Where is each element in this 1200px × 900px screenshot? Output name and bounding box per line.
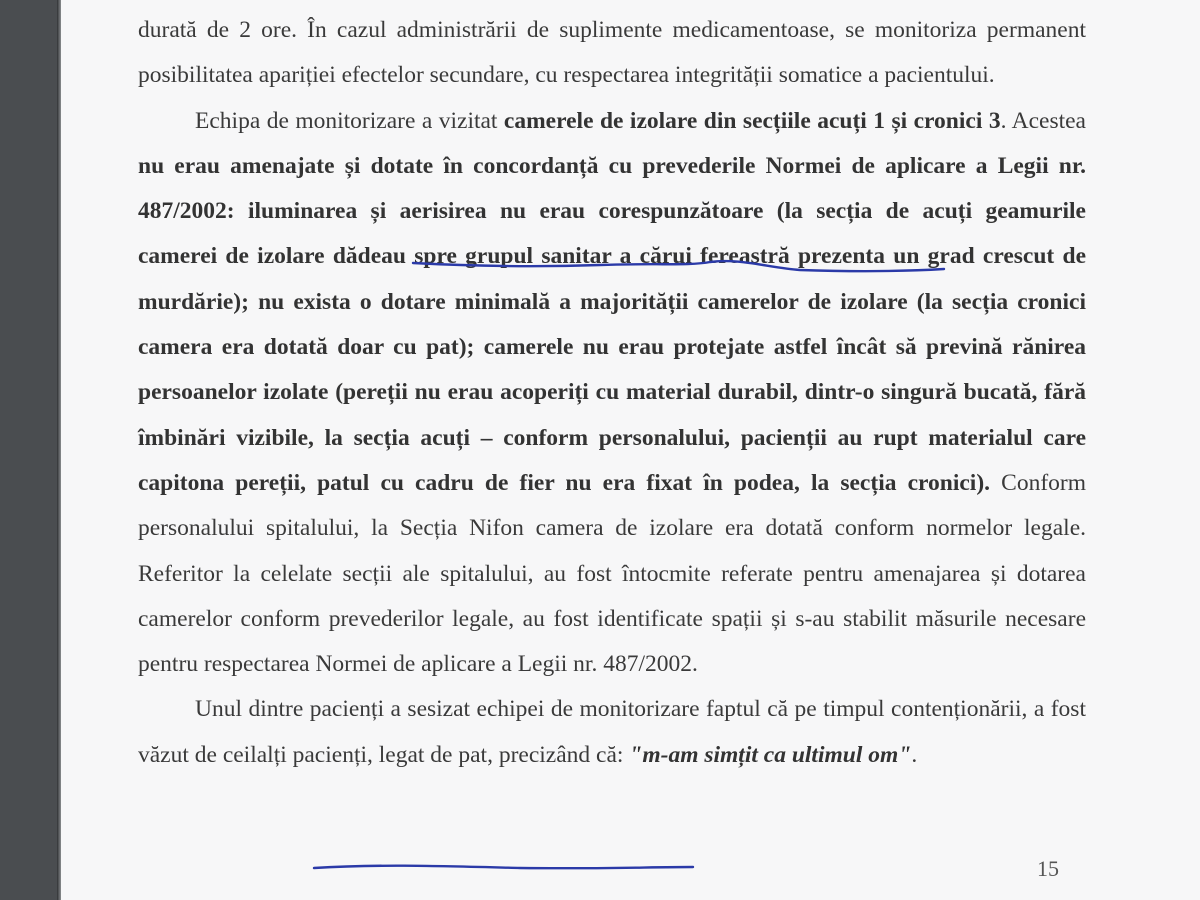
document-body	[138, 8, 1086, 778]
paragraph-3-segment-1: Unul dintre pacienți a sesizat echipei de monitorizare faptul că pe timpul contenționării, a fost văzut de ceilalți pacienți, legat de pat, precizând că:	[138, 696, 1086, 768]
paragraph-2-segment-1: Echipa de monitorizare a vizitat	[195, 107, 504, 134]
paragraph-2-segment-2: camerele de izolare din secțiile acuți 1 și cronici 3	[503, 107, 1001, 134]
viewer-sidebar	[0, 0, 57, 900]
paragraph-3	[138, 687, 1086, 778]
paragraph-2-segment-4: nu erau amenajate și dotate în concordanță cu prevederile Normei de aplicare a Legii nr. 487/2002: iluminarea și aerisirea nu erau corespunzătoare (la secția de acuți geamurile camerei de izolare dădeau spre grupul sanitar a cărui fereastră prezenta un grad crescut de murdărie); nu exista o dotare minimală a majorității camerelor de izolare (la secția cronici camera era dotată doar cu pat); camerele nu erau protejate astfel încât să prevină rănirea persoanelor izolate (pereții nu erau acoperiți cu material durabil, dintr-o singură bucată, fără îmbinări vizibile, la secția acuți – conform personalului, pacienții au rupt materialul care capitona pereții, patul cu cadru de fier nu era fixat în podea, la secția cronici).	[138, 152, 1086, 496]
paragraph-2-segment-5: Conform personalului spitalului, la Secția Nifon camera de izolare era dotată conform normelor legale. Referitor la celelate secții ale spitalului, au fost întocmite referate pentru amenajarea și dotarea camerelor conform prevederilor legale, au fost identificate spații și s-au stabilit măsurile necesare pentru respectarea Normei de aplicare a Legii nr. 487/2002.	[138, 469, 1086, 678]
paragraph-2-segment-3: . Acestea	[1000, 107, 1086, 134]
paragraph-2	[138, 99, 1086, 688]
paragraph-1-segment-1: durată de 2 ore. În cazul administrării de suplimente medicamentoase, se monitoriza permanent posibilitatea apariției efectelor secundare, cu respectarea integrității somatice a pacientului.	[138, 17, 1086, 89]
paragraph-3-segment-3: .	[911, 741, 918, 768]
paragraph-1	[138, 8, 1086, 99]
paragraph-3-segment-2: "m-am simțit ca ultimul om"	[629, 741, 912, 768]
page-number: 15	[1037, 856, 1059, 881]
